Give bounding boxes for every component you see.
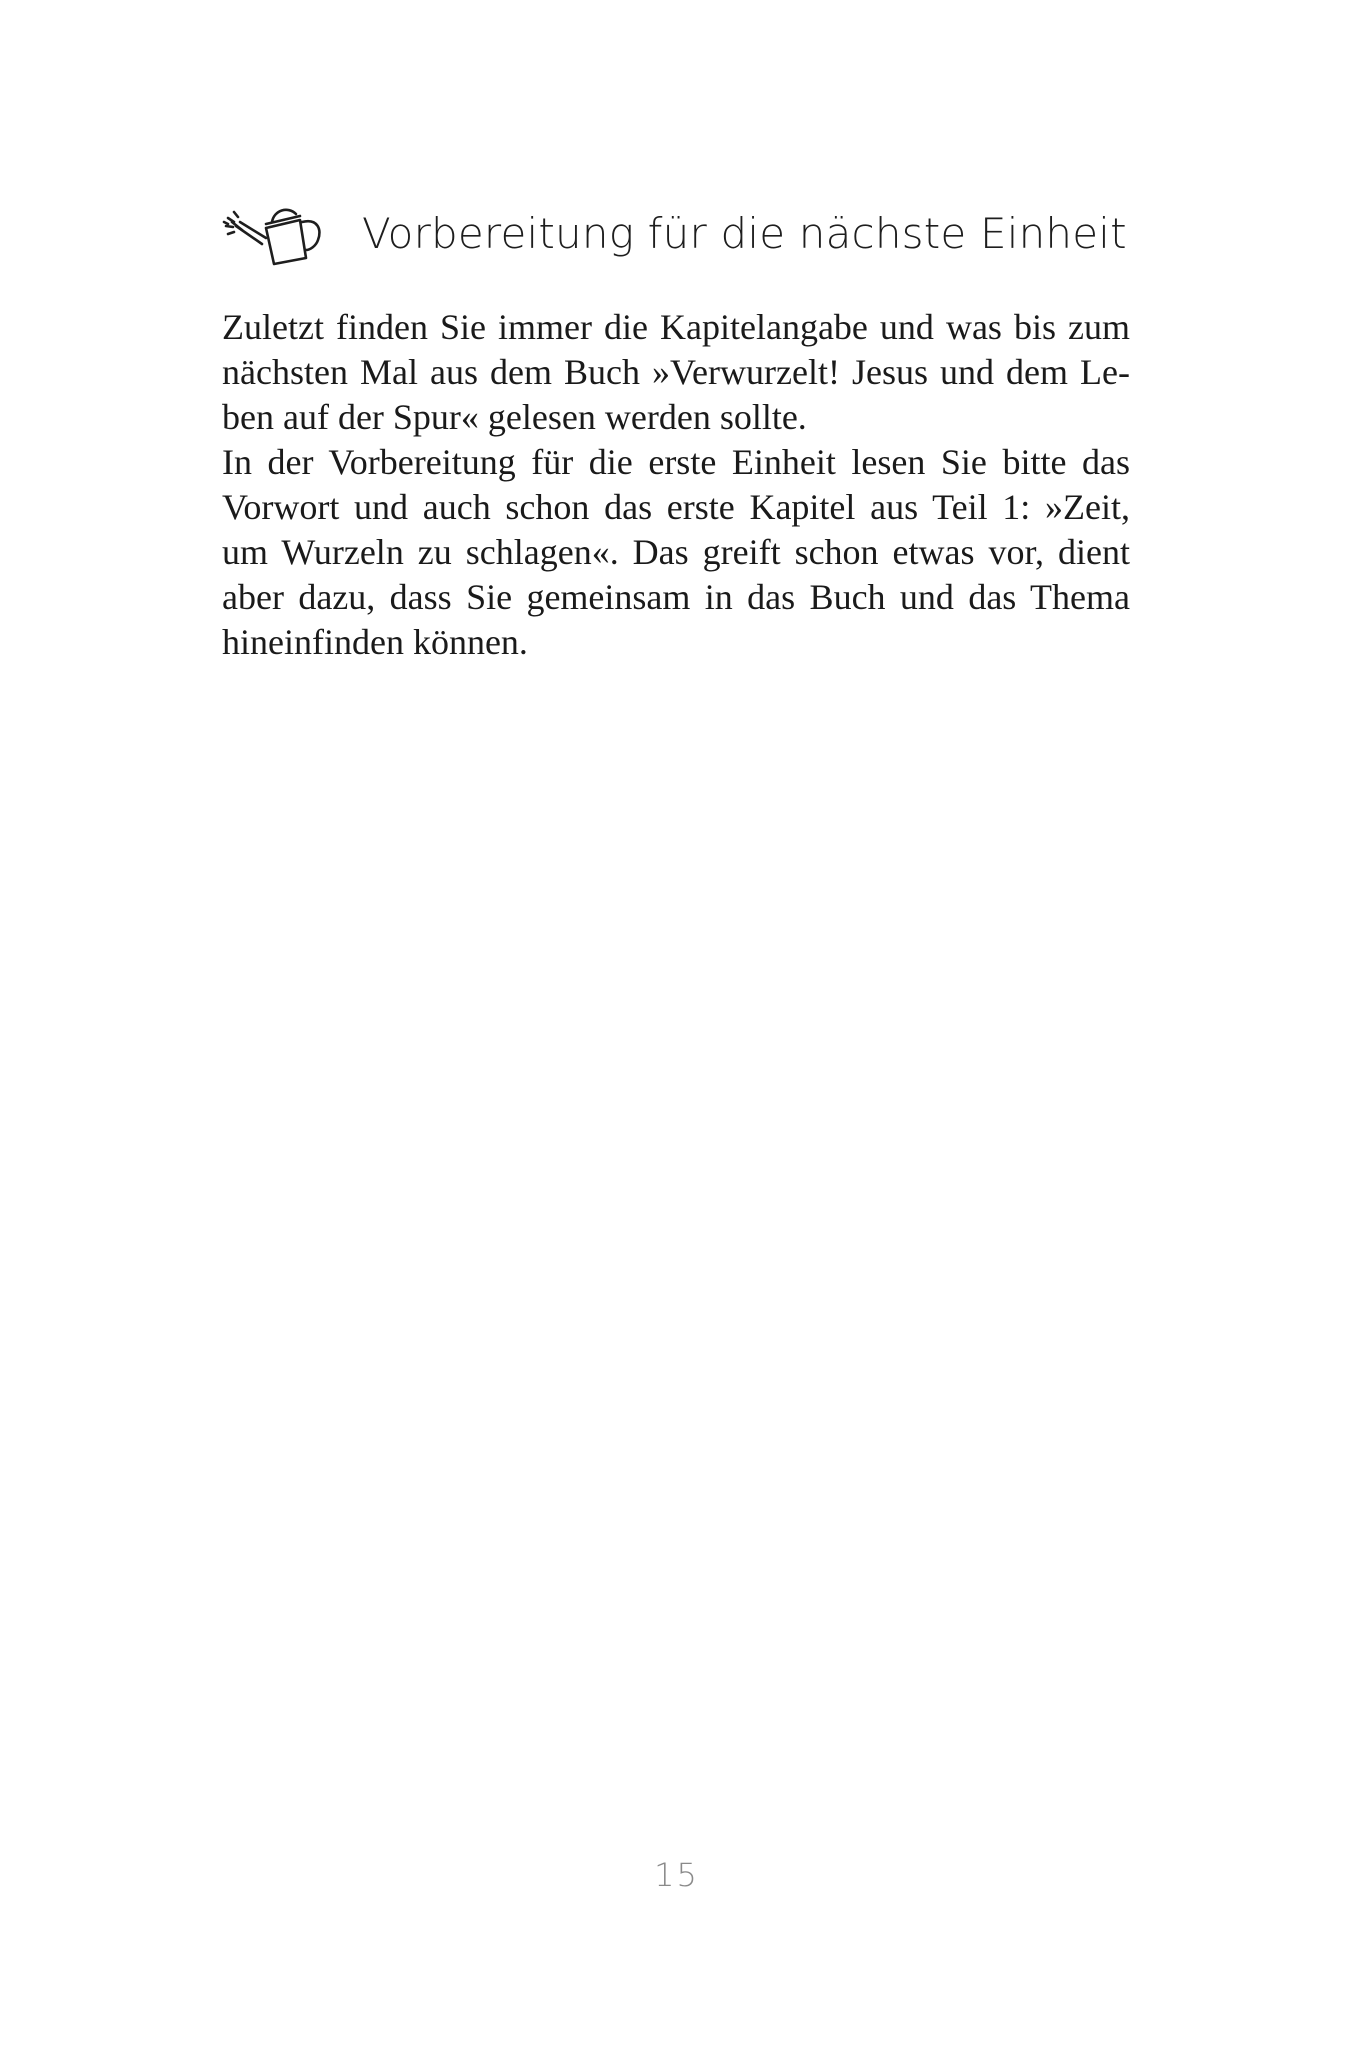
paragraph-1 bbox=[222, 305, 1130, 440]
text-line: um Wurzeln zu schlagen«. Das greift schon etwas vor, dient bbox=[222, 532, 1130, 572]
watering-can-icon bbox=[222, 200, 326, 270]
body-text bbox=[222, 305, 1130, 665]
text-line: Vorwort und auch schon das erste Kapitel aus Teil 1: »Zeit, bbox=[222, 487, 1130, 527]
text-line: Zuletzt finden Sie immer die Kapitelangabe und was bis zum bbox=[222, 307, 1130, 347]
paragraph-2 bbox=[222, 440, 1130, 665]
text-line: nächsten Mal aus dem Buch »Verwurzelt! Jesus und dem Le- bbox=[222, 352, 1130, 392]
text-line: aber dazu, dass Sie gemeinsam in das Buch und das Thema bbox=[222, 577, 1130, 617]
text-line: In der Vorbereitung für die erste Einheit lesen Sie bitte das bbox=[222, 442, 1130, 482]
text-line: ben auf der Spur« gelesen werden sollte. bbox=[222, 397, 807, 437]
text-line: hineinfinden können. bbox=[222, 622, 528, 662]
section-title: Vorbereitung für die nächste Einheit bbox=[362, 209, 1127, 258]
page-number: 15 bbox=[654, 1856, 699, 1894]
section-header bbox=[222, 200, 1142, 270]
